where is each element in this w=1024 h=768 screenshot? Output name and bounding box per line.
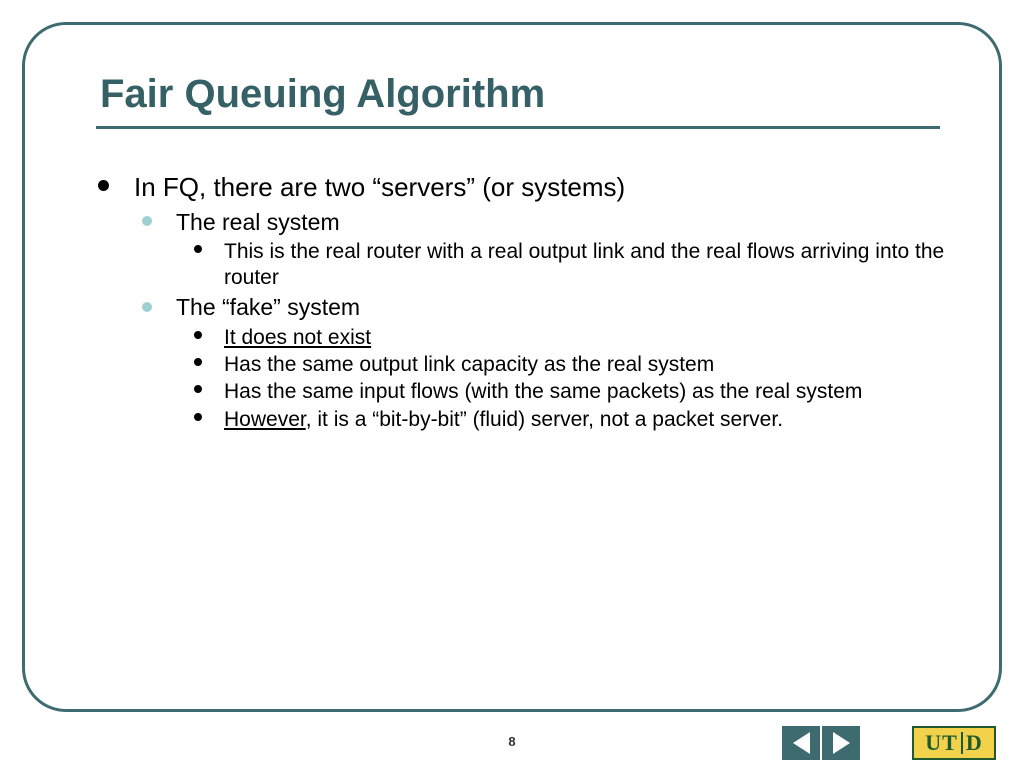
utd-logo-right: D [965,730,983,755]
list-item-level2-fake-system [90,294,970,322]
list-item-text: This is the real router with a real output link and the real flows arriving into the router [224,240,945,289]
bullet-disc-icon [142,302,152,312]
bullet-disc-icon [194,385,202,393]
list-item-level3-real-system-detail [90,239,970,290]
page-title: Fair Queuing Algorithm [100,72,546,116]
list-item-text: Has the same input flows (with the same packets) as the real system [224,380,863,404]
list-item-text: In FQ, there are two “servers” (or systems) [134,172,626,202]
utd-logo-left: UT [925,730,958,755]
list-item-level1 [90,172,970,203]
list-item-level3-fake-point-1 [90,325,970,350]
utd-logo[interactable] [912,726,996,760]
bullet-disc-icon [194,331,202,339]
bullet-disc-icon [194,245,202,253]
triangle-right-icon [833,732,850,754]
bullet-disc-icon [142,216,152,226]
list-item-text: It does not exist [224,325,372,349]
slide-body [90,172,970,434]
utd-logo-text [922,730,985,756]
slide-navigation [782,726,860,760]
next-slide-button[interactable] [822,726,860,760]
list-item-level2-real-system [90,209,970,237]
list-item-text: Has the same output link capacity as the real system [224,353,715,377]
title-block [96,72,936,129]
bullet-disc-icon [194,413,202,421]
triangle-left-icon [793,732,810,754]
page-number: 8 [508,734,516,749]
list-item-text: The real system [176,208,340,235]
list-item-level3-fake-point-4 [90,407,970,432]
previous-slide-button[interactable] [782,726,820,760]
list-item-text: The “fake” system [176,294,361,321]
list-item-text-emphasis: However [224,407,306,431]
list-item-level3-fake-point-3 [90,379,970,404]
bullet-disc-icon [194,358,202,366]
bullet-list [90,172,970,432]
list-item-level3-fake-point-2 [90,352,970,377]
bullet-disc-icon [98,180,109,191]
list-item-text: , it is a “bit-by-bit” (fluid) server, not a packet server. [305,407,784,431]
title-underline-rule [96,126,940,129]
